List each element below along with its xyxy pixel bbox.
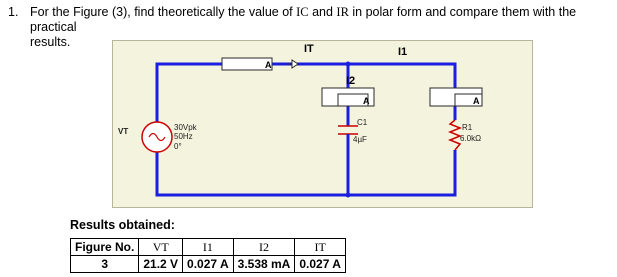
cell-i2: 3.538 mA — [233, 256, 295, 273]
results-data-row — [71, 256, 346, 273]
capacitor-value: 4µF — [353, 135, 367, 144]
circuit-figure — [112, 40, 533, 208]
cell-figure-no: 3 — [71, 256, 139, 273]
capacitor-name: C1 — [357, 118, 368, 127]
header-vt: VT — [139, 239, 183, 256]
circuit-diagram — [112, 40, 533, 208]
label-i1: I1 — [398, 46, 408, 58]
cell-i1: 0.027 A — [183, 256, 234, 273]
question-number: 1. — [8, 5, 19, 19]
ammeter-ir-symbol: A — [473, 96, 480, 106]
source-frequency: 50Hz — [174, 132, 193, 141]
ammeter-ic-symbol: A — [363, 96, 370, 106]
header-figure-no: Figure No. — [71, 239, 139, 256]
source-label: VT — [118, 127, 129, 136]
results-label: Results obtained: — [70, 218, 175, 232]
question-ic: IC — [296, 5, 309, 19]
resistor-name: R1 — [462, 123, 473, 132]
junction-bottom — [346, 193, 351, 198]
source-voltage: 30Vpk — [174, 123, 197, 132]
source-phase: 0° — [174, 142, 182, 151]
results-header-row — [71, 239, 346, 256]
question-line1-part2: in polar form and compare them with the practical — [30, 5, 577, 34]
question-line2: results. — [30, 35, 71, 49]
label-i2: I2 — [346, 75, 356, 87]
cell-it: 0.027 A — [295, 256, 346, 273]
cell-vt: 21.2 V — [139, 256, 183, 273]
results-table — [70, 238, 346, 273]
ammeter-it-symbol: A — [265, 60, 272, 70]
header-i1: I1 — [183, 239, 234, 256]
resistor-value: 6.0kΩ — [460, 134, 482, 143]
header-it: IT — [295, 239, 346, 256]
question-and: and — [308, 5, 337, 19]
label-it: IT — [304, 43, 314, 55]
question-ir: IR — [336, 5, 349, 19]
junction-top — [346, 62, 351, 67]
question-line1-part1: For the Figure (3), find theoretically the value of — [30, 5, 297, 19]
header-i2: I2 — [233, 239, 295, 256]
